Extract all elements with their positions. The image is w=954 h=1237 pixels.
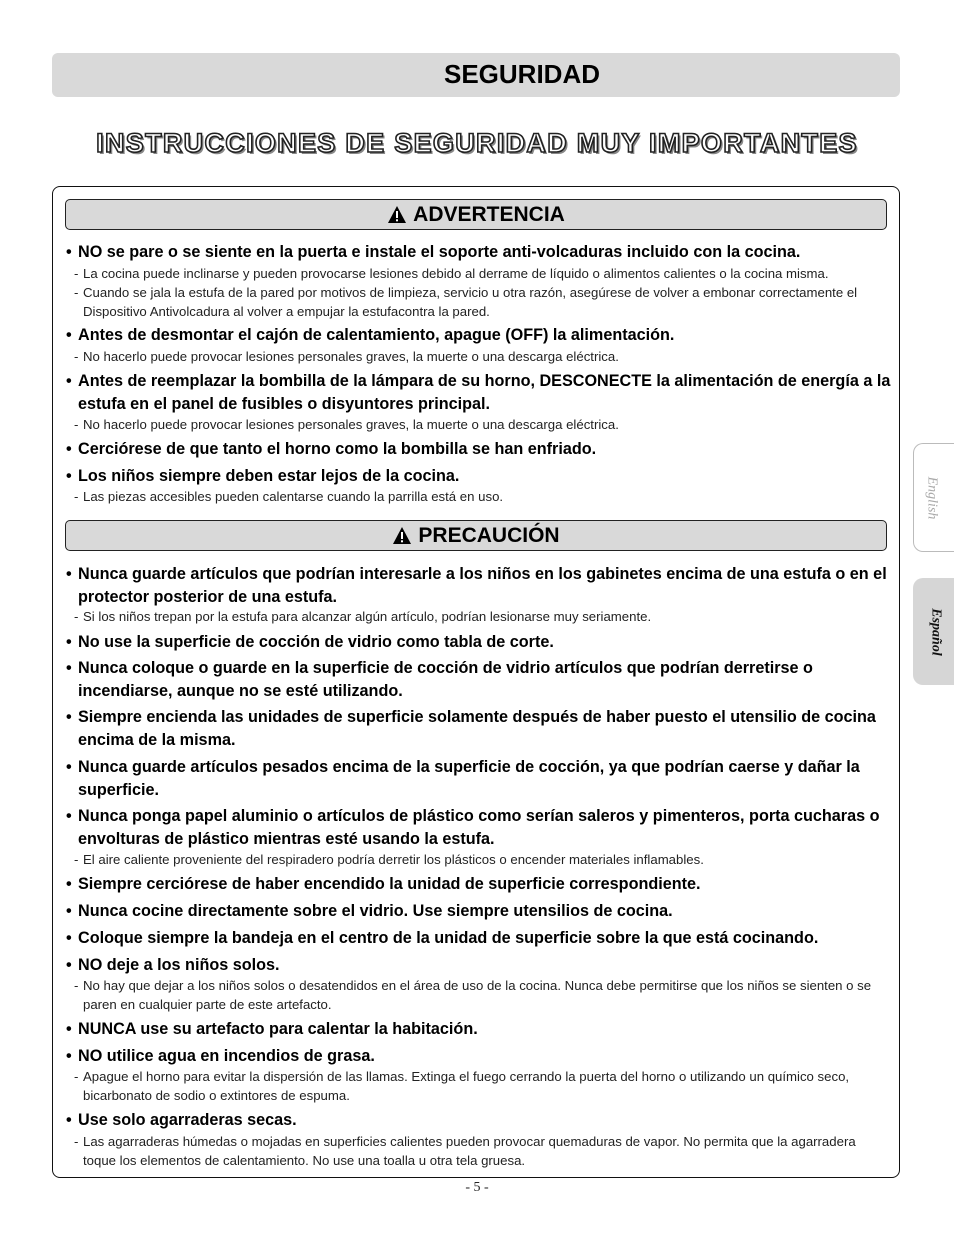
tab-spanish-label: Español: [928, 607, 944, 656]
warning-item: • NO se pare o se siente en la puerta e instale el soporte anti-volcaduras incluido con la cocina.: [66, 243, 801, 261]
caution-note: - No hay que dejar a los niños solos o desatendidos en el área de uso de la cocina. Nunca debe permitirse que los niños se sienten o se paren en cualquier parte de este artefacto.: [74, 978, 872, 1012]
page-number: - 5 -: [465, 1180, 489, 1195]
warning-item: • Antes de reemplazar la bombilla de la lámpara de su horno, DESCONECTE la alimentación de energía a la estufa en el panel de fusibles o disyuntores principal.: [66, 372, 891, 413]
caution-note: - Apague el horno para evitar la dispersión de las llamas. Extinga el fuego cerrando la puerta del horno o utilizando un químico seco, bicarbonato de sodio o extintores de espuma.: [74, 1069, 850, 1103]
caution-item: • Use solo agarraderas secas.: [66, 1111, 297, 1129]
warning-item: • Cerciórese de que tanto el horno como la bombilla se han enfriado.: [66, 440, 597, 458]
warning-item: • Antes de desmontar el cajón de calentamiento, apague (OFF) la alimentación.: [66, 326, 675, 344]
caution-item: • Nunca guarde artículos que podrían interesarle a los niños en los gabinetes encima de una estufa o en el protector posterior de una estufa.: [66, 565, 887, 606]
caution-item: • Siempre encienda las unidades de superficie solamente después de haber puesto el utensilio de cocina encima de la misma.: [66, 708, 876, 749]
warning-note: - No hacerlo puede provocar lesiones personales graves, la muerte o una descarga eléctrica.: [74, 349, 619, 364]
tab-english-label: English: [924, 476, 940, 519]
caution-item: • Nunca cocine directamente sobre el vidrio. Use siempre utensilios de cocina.: [66, 902, 673, 920]
warning-note: - No hacerlo puede provocar lesiones personales graves, la muerte o una descarga eléctrica.: [74, 417, 619, 432]
important-instructions-heading: INSTRUCCIONES DE SEGURIDAD MUY IMPORTANTES: [96, 128, 858, 158]
caution-item: • NUNCA use su artefacto para calentar la habitación.: [66, 1020, 478, 1038]
caution-note: - Las agarraderas húmedas o mojadas en superficies calientes pueden provocar quemaduras de vapor. No permita que la agarradera toque los elementos de calentamiento. No use una toalla u otra tela gruesa.: [74, 1134, 856, 1168]
warning-note: - La cocina puede inclinarse y pueden provocarse lesiones debido al derrame de líquido o alimentos calientes o la cocina misma.: [74, 266, 829, 281]
warning-section-title: ADVERTENCIA: [413, 202, 565, 226]
caution-section-header: [65, 520, 887, 551]
warning-section-header: [65, 199, 887, 230]
tab-english[interactable]: [913, 443, 954, 552]
warning-note: - Cuando se jala la estufa de la pared por motivos de limpieza, servicio u otra razón, asegúrese de volver a embonar correctamente el Dispositivo Antivolcadura al volver a empujar la estufacontra la pared.: [74, 285, 858, 319]
warning-note: - Las piezas accesibles pueden calentarse cuando la parrilla está en uso.: [74, 489, 504, 504]
caution-item: • No use la superficie de cocción de vidrio como tabla de corte.: [66, 633, 554, 651]
caution-item: • Siempre cerciórese de haber encendido la unidad de superficie correspondiente.: [66, 875, 701, 893]
section-header-bar: [52, 53, 900, 97]
caution-item: • Nunca guarde artículos pesados encima de la superficie de cocción, ya que podrían caerse y dañar la superficie.: [66, 758, 860, 799]
warning-triangle-icon: [392, 526, 412, 545]
caution-item: • Nunca ponga papel aluminio o artículos de plástico como serían saleros y pimenteros, porta cucharas o envolturas de plástico mientras esté usando la estufa.: [66, 807, 880, 848]
caution-item: • Nunca coloque o guarde en la superficie de cocción de vidrio artículos que podrían derretirse o incendiarse, aunque no se esté utilizando.: [66, 659, 813, 700]
warning-item: • Los niños siempre deben estar lejos de la cocina.: [66, 467, 460, 485]
page-title: SEGURIDAD: [444, 59, 601, 89]
warning-triangle-icon: [387, 205, 407, 224]
caution-item: • Coloque siempre la bandeja en el centro de la unidad de superficie sobre la que está cocinando.: [66, 929, 819, 947]
caution-item: • NO utilice agua en incendios de grasa.: [66, 1047, 375, 1065]
caution-item: • NO deje a los niños solos.: [66, 956, 280, 974]
tab-spanish[interactable]: [913, 578, 954, 685]
caution-section-title: PRECAUCIÓN: [418, 523, 560, 547]
caution-note: - El aire caliente proveniente del respiradero podría derretir los plásticos o encender materiales inflamables.: [74, 852, 704, 867]
caution-note: - Si los niños trepan por la estufa para alcanzar algún artículo, podrían lesionarse muy seriamente.: [74, 609, 652, 624]
